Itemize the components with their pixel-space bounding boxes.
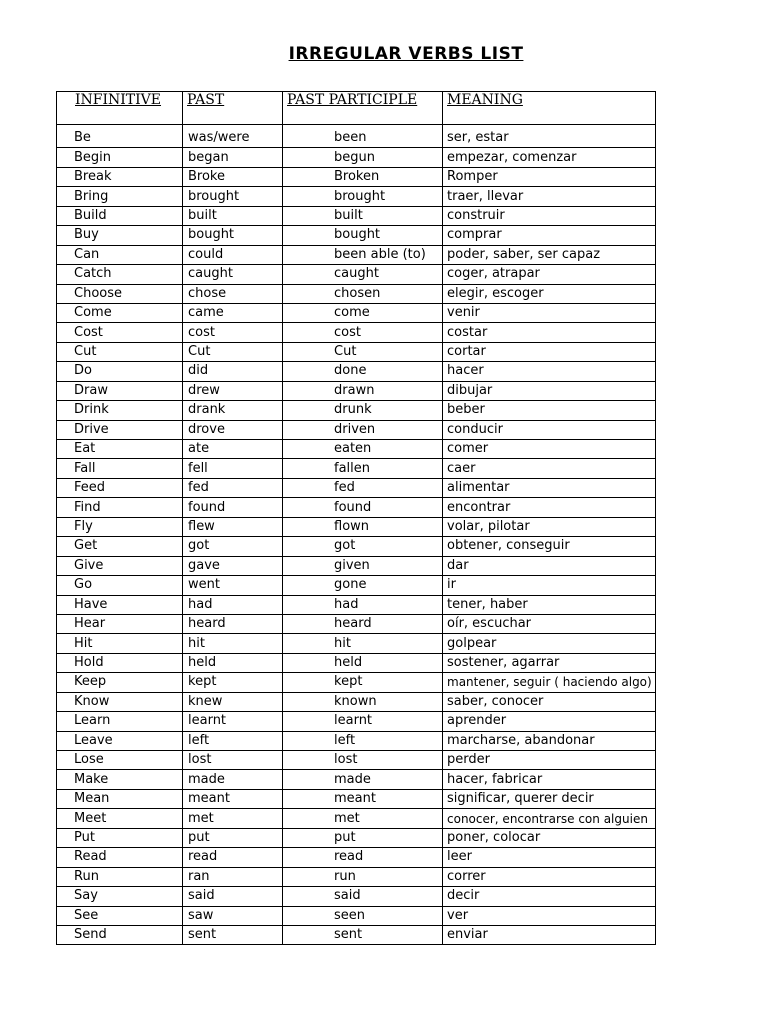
cell-infinitive: Hold <box>57 653 183 672</box>
cell-infinitive: Do <box>57 362 183 381</box>
cell-past: made <box>183 770 283 789</box>
table-row <box>57 887 656 906</box>
cell-meaning: significar, querer decir <box>443 789 656 808</box>
cell-meaning: alimentar <box>443 478 656 497</box>
cell-past-participle: come <box>283 303 443 322</box>
cell-infinitive: Catch <box>57 265 183 284</box>
cell-past: Broke <box>183 167 283 186</box>
cell-past-participle: drunk <box>283 401 443 420</box>
cell-past-participle: brought <box>283 187 443 206</box>
cell-past-participle: left <box>283 731 443 750</box>
cell-infinitive: Choose <box>57 284 183 303</box>
cell-infinitive: Learn <box>57 712 183 731</box>
cell-meaning: oír, escuchar <box>443 614 656 633</box>
cell-past-participle: done <box>283 362 443 381</box>
table-row <box>57 576 656 595</box>
cell-past: did <box>183 362 283 381</box>
cell-past-participle: made <box>283 770 443 789</box>
cell-meaning: cortar <box>443 342 656 361</box>
cell-infinitive: Feed <box>57 478 183 497</box>
cell-meaning: coger, atrapar <box>443 265 656 284</box>
cell-infinitive: Find <box>57 498 183 517</box>
table-row <box>57 848 656 867</box>
cell-past: heard <box>183 614 283 633</box>
irregular-verbs-table <box>56 91 656 945</box>
cell-infinitive: Lose <box>57 751 183 770</box>
cell-meaning: beber <box>443 401 656 420</box>
table-row <box>57 167 656 186</box>
cell-meaning: hacer <box>443 362 656 381</box>
cell-infinitive: Know <box>57 692 183 711</box>
table-row <box>57 517 656 536</box>
table-row <box>57 809 656 828</box>
cell-infinitive: Leave <box>57 731 183 750</box>
cell-infinitive: Can <box>57 245 183 264</box>
cell-past: built <box>183 206 283 225</box>
cell-infinitive: Cost <box>57 323 183 342</box>
cell-past-participle: built <box>283 206 443 225</box>
cell-infinitive: Keep <box>57 673 183 692</box>
cell-meaning: caer <box>443 459 656 478</box>
cell-past-participle: found <box>283 498 443 517</box>
cell-meaning: construir <box>443 206 656 225</box>
table-row <box>57 226 656 245</box>
cell-meaning: comprar <box>443 226 656 245</box>
cell-past: drew <box>183 381 283 400</box>
table-header-row <box>57 92 656 125</box>
table-row <box>57 537 656 556</box>
cell-past: held <box>183 653 283 672</box>
cell-past-participle: bought <box>283 226 443 245</box>
cell-past: ran <box>183 867 283 886</box>
cell-meaning: correr <box>443 867 656 886</box>
table-row <box>57 673 656 692</box>
cell-infinitive: Be <box>57 125 183 148</box>
cell-past: kept <box>183 673 283 692</box>
cell-past: read <box>183 848 283 867</box>
cell-past: drank <box>183 401 283 420</box>
cell-meaning: poner, colocar <box>443 828 656 847</box>
cell-past: found <box>183 498 283 517</box>
cell-past-participle: put <box>283 828 443 847</box>
table-row <box>57 187 656 206</box>
cell-past-participle: been <box>283 125 443 148</box>
cell-meaning: ir <box>443 576 656 595</box>
cell-meaning: venir <box>443 303 656 322</box>
cell-past: left <box>183 731 283 750</box>
cell-past-participle: learnt <box>283 712 443 731</box>
cell-past-participle: heard <box>283 614 443 633</box>
cell-past-participle: had <box>283 595 443 614</box>
cell-infinitive: Meet <box>57 809 183 828</box>
table-row <box>57 906 656 925</box>
cell-past-participle: fed <box>283 478 443 497</box>
cell-meaning: volar, pilotar <box>443 517 656 536</box>
cell-meaning: ver <box>443 906 656 925</box>
cell-past: fell <box>183 459 283 478</box>
cell-past-participle: driven <box>283 420 443 439</box>
cell-infinitive: Read <box>57 848 183 867</box>
cell-infinitive: Give <box>57 556 183 575</box>
table-row <box>57 420 656 439</box>
cell-past-participle: sent <box>283 925 443 944</box>
cell-meaning: enviar <box>443 925 656 944</box>
cell-past-participle: Cut <box>283 342 443 361</box>
cell-past-participle: got <box>283 537 443 556</box>
cell-past: went <box>183 576 283 595</box>
cell-meaning: poder, saber, ser capaz <box>443 245 656 264</box>
cell-meaning: saber, conocer <box>443 692 656 711</box>
table-row <box>57 245 656 264</box>
cell-past-participle: meant <box>283 789 443 808</box>
cell-past-participle: flown <box>283 517 443 536</box>
table-row <box>57 148 656 167</box>
table-row <box>57 692 656 711</box>
cell-past: Cut <box>183 342 283 361</box>
table-row <box>57 362 656 381</box>
cell-meaning: dibujar <box>443 381 656 400</box>
cell-infinitive: Fall <box>57 459 183 478</box>
cell-infinitive: Buy <box>57 226 183 245</box>
cell-past: met <box>183 809 283 828</box>
cell-infinitive: Send <box>57 925 183 944</box>
table-row <box>57 498 656 517</box>
cell-infinitive: Come <box>57 303 183 322</box>
table-row <box>57 789 656 808</box>
cell-past: was/were <box>183 125 283 148</box>
cell-infinitive: Run <box>57 867 183 886</box>
table-row <box>57 478 656 497</box>
cell-meaning: comer <box>443 440 656 459</box>
cell-meaning: traer, llevar <box>443 187 656 206</box>
cell-meaning: ser, estar <box>443 125 656 148</box>
cell-past-participle: met <box>283 809 443 828</box>
cell-infinitive: Fly <box>57 517 183 536</box>
table-row <box>57 556 656 575</box>
cell-meaning: Romper <box>443 167 656 186</box>
table-row <box>57 125 656 148</box>
cell-past: fed <box>183 478 283 497</box>
cell-past-participle: been able (to) <box>283 245 443 264</box>
table-row <box>57 751 656 770</box>
cell-past: cost <box>183 323 283 342</box>
table-row <box>57 770 656 789</box>
table-row <box>57 925 656 944</box>
cell-past: chose <box>183 284 283 303</box>
cell-past: gave <box>183 556 283 575</box>
cell-infinitive: Eat <box>57 440 183 459</box>
table-row <box>57 265 656 284</box>
cell-infinitive: Bring <box>57 187 183 206</box>
table-row <box>57 712 656 731</box>
cell-meaning: obtener, conseguir <box>443 537 656 556</box>
cell-past-participle: Broken <box>283 167 443 186</box>
table-row <box>57 303 656 322</box>
cell-past: caught <box>183 265 283 284</box>
cell-past-participle: known <box>283 692 443 711</box>
cell-meaning: hacer, fabricar <box>443 770 656 789</box>
table-row <box>57 440 656 459</box>
cell-past-participle: cost <box>283 323 443 342</box>
cell-infinitive: Cut <box>57 342 183 361</box>
cell-meaning: dar <box>443 556 656 575</box>
cell-infinitive: Make <box>57 770 183 789</box>
cell-meaning: empezar, comenzar <box>443 148 656 167</box>
cell-past: knew <box>183 692 283 711</box>
cell-infinitive: Go <box>57 576 183 595</box>
table-row <box>57 381 656 400</box>
cell-past-participle: caught <box>283 265 443 284</box>
cell-past: began <box>183 148 283 167</box>
table-row <box>57 323 656 342</box>
cell-past: meant <box>183 789 283 808</box>
cell-past-participle: held <box>283 653 443 672</box>
cell-past: lost <box>183 751 283 770</box>
table-row <box>57 653 656 672</box>
cell-past-participle: said <box>283 887 443 906</box>
header-infinitive: INFINITIVE <box>57 92 183 125</box>
header-meaning: MEANING <box>443 92 656 125</box>
cell-meaning: golpear <box>443 634 656 653</box>
cell-meaning: elegir, escoger <box>443 284 656 303</box>
cell-past: brought <box>183 187 283 206</box>
cell-infinitive: Put <box>57 828 183 847</box>
header-past-participle: PAST PARTICIPLE <box>283 92 443 125</box>
table-row <box>57 828 656 847</box>
table-body <box>57 125 656 945</box>
cell-past: sent <box>183 925 283 944</box>
cell-past-participle: fallen <box>283 459 443 478</box>
cell-infinitive: Get <box>57 537 183 556</box>
cell-meaning: conocer, encontrarse con alguien <box>443 809 656 828</box>
cell-meaning: costar <box>443 323 656 342</box>
cell-past: came <box>183 303 283 322</box>
cell-past: hit <box>183 634 283 653</box>
cell-past: learnt <box>183 712 283 731</box>
cell-meaning: leer <box>443 848 656 867</box>
cell-past: said <box>183 887 283 906</box>
table-row <box>57 867 656 886</box>
cell-past: bought <box>183 226 283 245</box>
cell-meaning: encontrar <box>443 498 656 517</box>
cell-infinitive: Hit <box>57 634 183 653</box>
cell-past-participle: chosen <box>283 284 443 303</box>
cell-past: flew <box>183 517 283 536</box>
cell-past-participle: begun <box>283 148 443 167</box>
table-row <box>57 634 656 653</box>
cell-past: drove <box>183 420 283 439</box>
cell-meaning: sostener, agarrar <box>443 653 656 672</box>
cell-past: got <box>183 537 283 556</box>
table-row <box>57 284 656 303</box>
cell-past-participle: gone <box>283 576 443 595</box>
table-row <box>57 401 656 420</box>
cell-infinitive: See <box>57 906 183 925</box>
cell-infinitive: Build <box>57 206 183 225</box>
cell-infinitive: Mean <box>57 789 183 808</box>
table-row <box>57 459 656 478</box>
cell-infinitive: Begin <box>57 148 183 167</box>
cell-past-participle: read <box>283 848 443 867</box>
cell-meaning: mantener, seguir ( haciendo algo) <box>443 673 656 692</box>
cell-infinitive: Drink <box>57 401 183 420</box>
table-row <box>57 342 656 361</box>
table-row <box>57 731 656 750</box>
cell-meaning: tener, haber <box>443 595 656 614</box>
cell-infinitive: Drive <box>57 420 183 439</box>
cell-meaning: perder <box>443 751 656 770</box>
cell-past: ate <box>183 440 283 459</box>
cell-past-participle: given <box>283 556 443 575</box>
cell-infinitive: Hear <box>57 614 183 633</box>
cell-past-participle: lost <box>283 751 443 770</box>
table-row <box>57 614 656 633</box>
cell-past-participle: eaten <box>283 440 443 459</box>
cell-past: put <box>183 828 283 847</box>
cell-infinitive: Have <box>57 595 183 614</box>
cell-past: could <box>183 245 283 264</box>
cell-infinitive: Break <box>57 167 183 186</box>
cell-past-participle: drawn <box>283 381 443 400</box>
cell-infinitive: Draw <box>57 381 183 400</box>
cell-past-participle: hit <box>283 634 443 653</box>
cell-meaning: marcharse, abandonar <box>443 731 656 750</box>
cell-past-participle: kept <box>283 673 443 692</box>
cell-meaning: decir <box>443 887 656 906</box>
cell-meaning: aprender <box>443 712 656 731</box>
table-row <box>57 206 656 225</box>
cell-infinitive: Say <box>57 887 183 906</box>
cell-past: had <box>183 595 283 614</box>
cell-meaning: conducir <box>443 420 656 439</box>
cell-past-participle: run <box>283 867 443 886</box>
cell-past: saw <box>183 906 283 925</box>
cell-past-participle: seen <box>283 906 443 925</box>
header-past: PAST <box>183 92 283 125</box>
page-title: IRREGULAR VERBS LIST <box>288 44 524 64</box>
table-row <box>57 595 656 614</box>
